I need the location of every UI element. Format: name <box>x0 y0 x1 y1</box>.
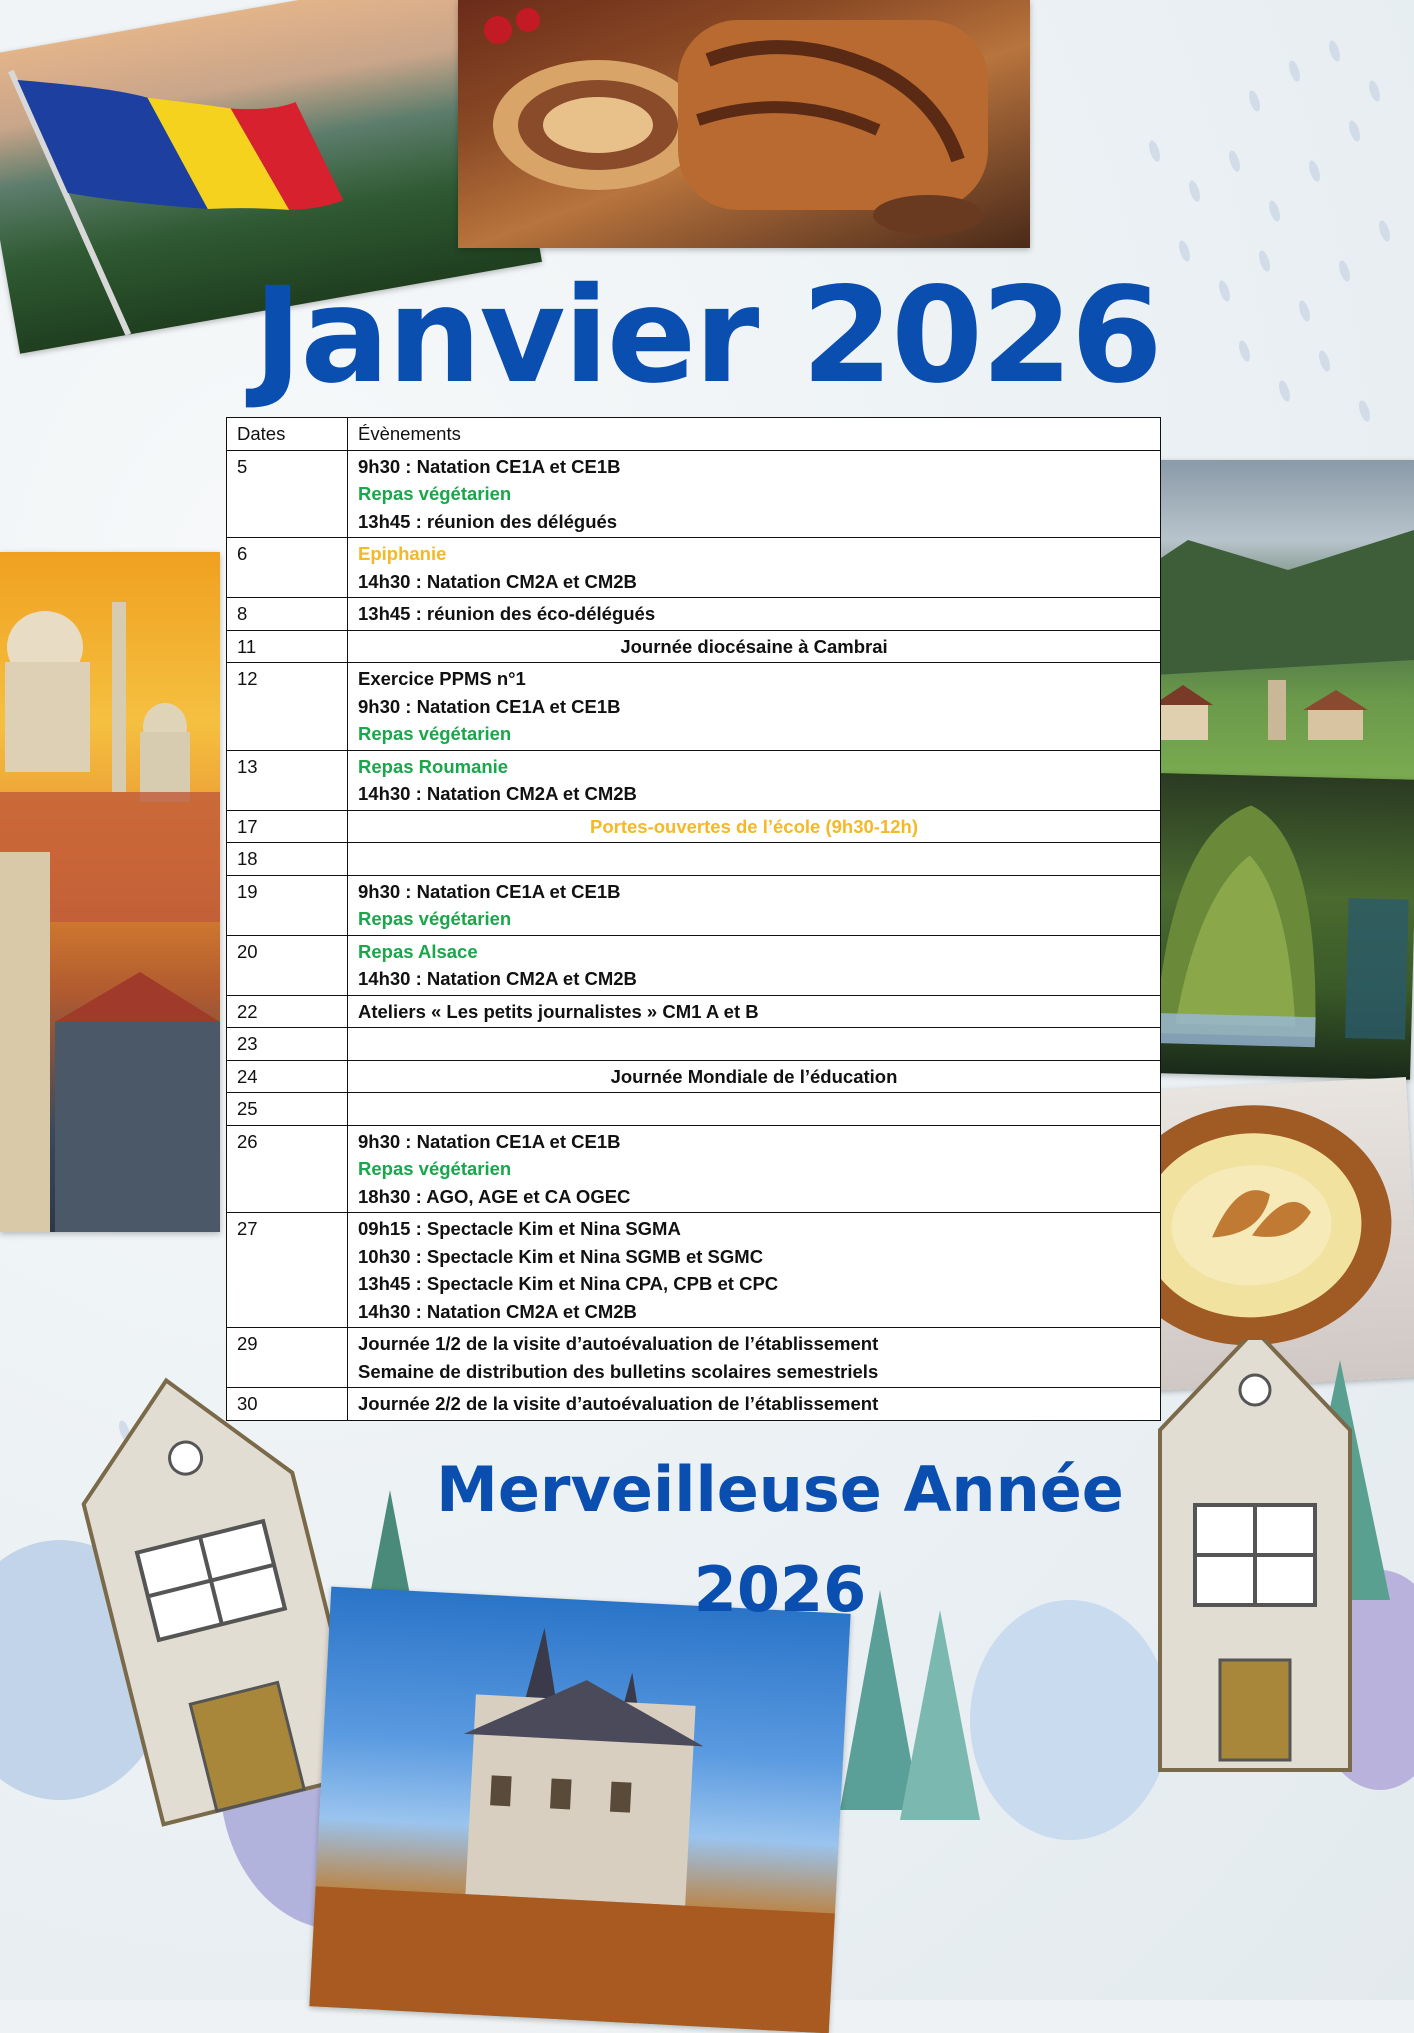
table-row <box>227 875 1161 935</box>
event-line: 9h30 : Natation CE1A et CE1B <box>358 695 621 717</box>
date-cell: 13 <box>227 750 348 810</box>
event-line: 14h30 : Natation CM2A et CM2B <box>358 968 637 989</box>
date-cell: 27 <box>227 1213 348 1328</box>
event-line: 14h30 : Natation CM2A et CM2B <box>358 1300 637 1322</box>
greeting-line-1: Merveilleuse Année <box>436 1453 1124 1526</box>
event-line: Repas végétarien <box>358 723 512 744</box>
date-cell: 11 <box>227 630 348 663</box>
event-line: Journée Mondiale de l’éducation <box>610 1065 898 1087</box>
event-line: 14h30 : Natation CM2A et CM2B <box>358 570 637 592</box>
events-cell <box>348 1060 1161 1093</box>
event-line: 9h30 : Natation CE1A et CE1B <box>358 880 621 902</box>
event-line: 10h30 : Spectacle Kim et Nina SGMB et SGMC <box>358 1245 764 1267</box>
table-row <box>227 450 1161 538</box>
date-cell: 5 <box>227 450 348 538</box>
date-cell: 22 <box>227 995 348 1028</box>
greeting-message <box>330 1440 1230 1640</box>
events-cell <box>348 1213 1161 1328</box>
events-cell <box>348 598 1161 631</box>
event-line: 18h30 : AGO, AGE et CA OGEC <box>358 1185 631 1207</box>
table-row <box>227 750 1161 810</box>
event-line: Repas Alsace <box>358 940 478 962</box>
event-line: 09h15 : Spectacle Kim et Nina SGMA <box>358 1218 681 1239</box>
page-title: Janvier 2026 <box>253 259 1161 413</box>
table-row <box>227 538 1161 598</box>
event-line: 13h45 : réunion des éco-délégués <box>358 603 656 624</box>
event-line: Journée 2/2 de la visite d’autoévaluation de l’établissement <box>358 1393 879 1414</box>
table-row <box>227 630 1161 663</box>
event-line: Journée 1/2 de la visite d’autoévaluation de l’établissement <box>358 1333 879 1354</box>
date-cell: 29 <box>227 1328 348 1388</box>
date-cell: 25 <box>227 1093 348 1126</box>
greeting-line-2: 2026 <box>693 1553 867 1626</box>
event-line: Repas Roumanie <box>358 755 509 777</box>
date-cell: 26 <box>227 1125 348 1213</box>
date-cell: 18 <box>227 843 348 876</box>
table-row <box>227 598 1161 631</box>
event-line: Portes-ouvertes de l’école (9h30-12h) <box>590 815 918 837</box>
events-cell <box>348 663 1161 751</box>
table-row <box>227 810 1161 843</box>
event-line: Ateliers « Les petits journalistes » CM1 A et B <box>358 1000 759 1022</box>
events-cell <box>348 1028 1161 1061</box>
date-cell: 23 <box>227 1028 348 1061</box>
table-row <box>227 1213 1161 1328</box>
events-cell <box>348 935 1161 995</box>
events-cell <box>348 810 1161 843</box>
date-cell: 8 <box>227 598 348 631</box>
events-cell <box>348 750 1161 810</box>
events-header: Évènements <box>348 418 1161 451</box>
date-cell: 19 <box>227 875 348 935</box>
event-line: Journée diocésaine à Cambrai <box>620 635 888 657</box>
event-line: Repas végétarien <box>358 483 512 504</box>
table-row <box>227 1028 1161 1061</box>
date-cell: 17 <box>227 810 348 843</box>
date-cell: 20 <box>227 935 348 995</box>
table-row <box>227 995 1161 1028</box>
events-cell <box>348 843 1161 876</box>
events-table <box>226 417 1161 1421</box>
date-cell: 6 <box>227 538 348 598</box>
event-line: 9h30 : Natation CE1A et CE1B <box>358 455 621 477</box>
peles-castle-photo <box>309 1587 850 2033</box>
cozonac-bread-photo <box>458 0 1030 248</box>
event-line: 9h30 : Natation CE1A et CE1B <box>358 1130 621 1152</box>
event-line: Epiphanie <box>358 543 447 564</box>
table-row <box>227 1093 1161 1126</box>
table-row <box>227 935 1161 995</box>
table-row <box>227 1060 1161 1093</box>
event-line: 13h45 : Spectacle Kim et Nina CPA, CPB et CPC <box>358 1273 779 1294</box>
castle-icon <box>309 1587 850 2033</box>
date-cell: 12 <box>227 663 348 751</box>
date-cell: 24 <box>227 1060 348 1093</box>
dates-header: Dates <box>227 418 348 451</box>
bread-icon <box>458 0 1030 248</box>
events-cell <box>348 1093 1161 1126</box>
city-icon <box>0 552 220 1232</box>
event-line: Exercice PPMS n°1 <box>358 668 526 689</box>
events-cell <box>348 1125 1161 1213</box>
events-table-body <box>227 450 1161 1420</box>
event-line: 14h30 : Natation CM2A et CM2B <box>358 783 637 804</box>
table-row <box>227 1125 1161 1213</box>
event-line: Repas végétarien <box>358 908 512 929</box>
table-row <box>227 843 1161 876</box>
events-cell <box>348 538 1161 598</box>
table-row <box>227 663 1161 751</box>
bucharest-city-illustration <box>0 552 220 1232</box>
events-cell <box>348 875 1161 935</box>
events-cell <box>348 995 1161 1028</box>
event-line: Semaine de distribution des bulletins scolaires semestriels <box>358 1360 879 1382</box>
table-header-row <box>227 418 1161 451</box>
events-cell <box>348 450 1161 538</box>
events-cell <box>348 630 1161 663</box>
date-cell: 30 <box>227 1388 348 1421</box>
event-line: 13h45 : réunion des délégués <box>358 510 618 532</box>
event-line: Repas végétarien <box>358 1158 512 1179</box>
